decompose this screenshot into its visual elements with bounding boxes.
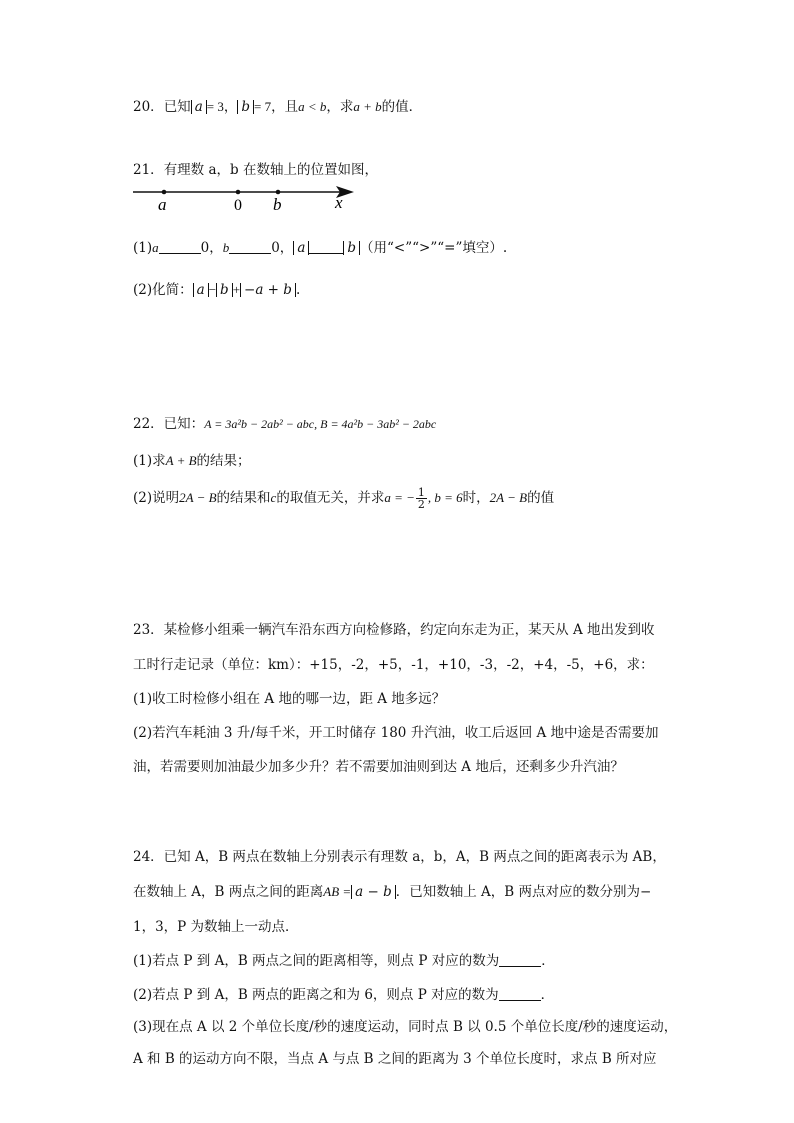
q20-eq-1: = 3 [206, 99, 224, 114]
q24-blank-1[interactable] [499, 952, 541, 967]
q24-line-4-end: ． [541, 953, 555, 969]
q24-line-2 [133, 882, 651, 902]
label-b: b [273, 195, 282, 214]
q20-eq-2: = 7 [254, 99, 272, 114]
q22-fraction [416, 487, 427, 510]
q21-p2-abs-b: b [216, 283, 233, 297]
q22-p1-prefix: (1)求 [133, 453, 166, 469]
q21-p1-zero-1: 0， [200, 240, 223, 256]
q21-blank-1[interactable] [159, 239, 201, 254]
q22-p2-a-eq: a = − [384, 490, 415, 505]
q21-part-2 [133, 280, 300, 300]
q24-abs-a-minus-b: a − b [351, 885, 396, 899]
q20-text-3: ，求 [326, 99, 354, 115]
q20-text-2: ，且 [271, 99, 299, 115]
q21-p2-prefix: (2)化简： [133, 282, 193, 298]
q22-p2-end: 的值 [527, 490, 555, 506]
q22-p2-expr: 2A − B [179, 490, 217, 505]
question-22 [133, 414, 436, 434]
q21-blank-3[interactable] [309, 239, 343, 254]
q24-line-1: 24．已知 A，B 两点在数轴上分别表示有理数 a，b，A，B 两点之间的距离表示为 AB， [133, 849, 666, 865]
number-line-figure [130, 182, 370, 214]
q21-p1-zero-2: 0， [271, 240, 294, 256]
q24-line-4 [133, 951, 555, 971]
q24-line-7: A 和 B 的运动方向不限，当点 A 与点 B 之间的距离为 3 个单位长度时，求点 B 所对应 [133, 1051, 657, 1067]
q24-line-5-text: (2)若点 P 到 A，B 两点的距离之和为 6，则点 P 对应的数为 [133, 987, 499, 1003]
point-zero [236, 190, 241, 195]
q22-p2-expr-2: 2A − B [489, 490, 528, 505]
q22-formula: A = 3a²b − 2ab² − abc, B = 4a²b − 3ab² − 2abc [204, 417, 437, 431]
q22-p2-mid: 的结果和 [216, 490, 271, 506]
q23-line-5: 油，若需要则加油最少加多少升？若不需要加油则到达 A 地后，还剩多少升汽油？ [133, 759, 624, 775]
q22-fraction-denominator: 2 [417, 498, 425, 511]
q22-part-1 [133, 451, 251, 471]
label-a: a [158, 195, 167, 214]
q22-fraction-numerator: 1 [417, 486, 425, 499]
q21-p1-hint: （用“<”“>”“=”填空）. [360, 240, 508, 256]
q23-line-4: (2)若汽车耗油 3 升/每千米，开工时储存 180 升汽油，收工后返回 A 地中途是否需要加 [133, 725, 659, 741]
q21-p1-a: a [152, 240, 159, 255]
q21-number: 21． [133, 162, 164, 178]
q22-p1-expr: A + B [165, 453, 197, 468]
q22-p2-when: 时， [462, 490, 490, 506]
q22-p2-prefix: (2)说明 [133, 490, 180, 506]
q21-p1-b: b [222, 240, 230, 255]
point-b [276, 190, 281, 195]
q24-line-5 [133, 985, 554, 1005]
q24-line-2-post: ．已知数轴上 A，B 两点对应的数分别为− [395, 884, 652, 900]
question-21-intro [133, 160, 378, 180]
q21-blank-2[interactable] [229, 239, 271, 254]
label-zero: 0 [234, 197, 242, 214]
q23-line-1: 23．某检修小组乘一辆汽车沿东西方向检修路，约定向东走为正，某天从 A 地出发到收 [133, 622, 655, 638]
q24-line-5-end: ． [540, 987, 555, 1003]
q21-p2-abs-expr: −a + b [240, 283, 296, 297]
q21-p1-prefix: (1) [133, 240, 153, 256]
q21-p2-minus: − [208, 282, 217, 297]
label-x: x [335, 193, 343, 212]
q20-condition: a < b [298, 99, 327, 114]
q24-line-6: (3)现在点 A 以 2 个单位长度/秒的速度运动，同时点 B 以 0.5 个单位长度/秒的速度运动， [133, 1019, 678, 1035]
q20-abs-b: b [237, 100, 254, 114]
point-a [162, 190, 167, 195]
q23-line-2: 工时行走记录（单位：km）：+15，-2，+5，-1，+10，-3，-2，+4，-5，+6，求： [133, 657, 654, 673]
q22-p1-end: 的结果； [196, 453, 251, 469]
q24-blank-2[interactable] [499, 986, 541, 1001]
q21-part-1 [133, 238, 507, 258]
q20-text-1: 已知 [163, 99, 191, 115]
q21-p1-abs-a: a [293, 241, 309, 255]
q20-expression: a + b [353, 99, 382, 114]
q20-comma: ， [223, 99, 238, 115]
q21-p2-abs-a: a [193, 283, 209, 297]
q22-p2-c: c [270, 490, 277, 505]
q24-line-4-text: (1)若点 P 到 A，B 两点之间的距离相等，则点 P 对应的数为 [133, 953, 500, 969]
q21-p2-plus: + [232, 282, 241, 297]
q21-p1-abs-b: b [343, 241, 360, 255]
q21-intro-text: 有理数 a，b 在数轴上的位置如图， [163, 162, 378, 178]
q21-p2-end: . [295, 282, 301, 298]
q22-part-2 [133, 487, 554, 510]
q20-text-4: 的值． [381, 99, 423, 115]
q24-ab-expr: AB = [323, 884, 352, 899]
q24-line-3: 1，3，P 为数轴上一动点． [133, 919, 299, 935]
q22-p2-b-eq: , b = 6 [427, 490, 463, 505]
q20-abs-a: a [191, 100, 207, 114]
q24-line-2-pre: 在数轴上 A，B 两点之间的距离 [133, 884, 324, 900]
q22-p2-mid-2: 的取值无关，并求 [276, 490, 385, 506]
q22-number: 22．已知： [133, 416, 205, 432]
q20-number: 20． [133, 99, 164, 115]
q23-line-3: (1)收工时检修小组在 A 地的哪一边，距 A 地多远？ [133, 691, 446, 707]
question-20 [133, 97, 422, 117]
